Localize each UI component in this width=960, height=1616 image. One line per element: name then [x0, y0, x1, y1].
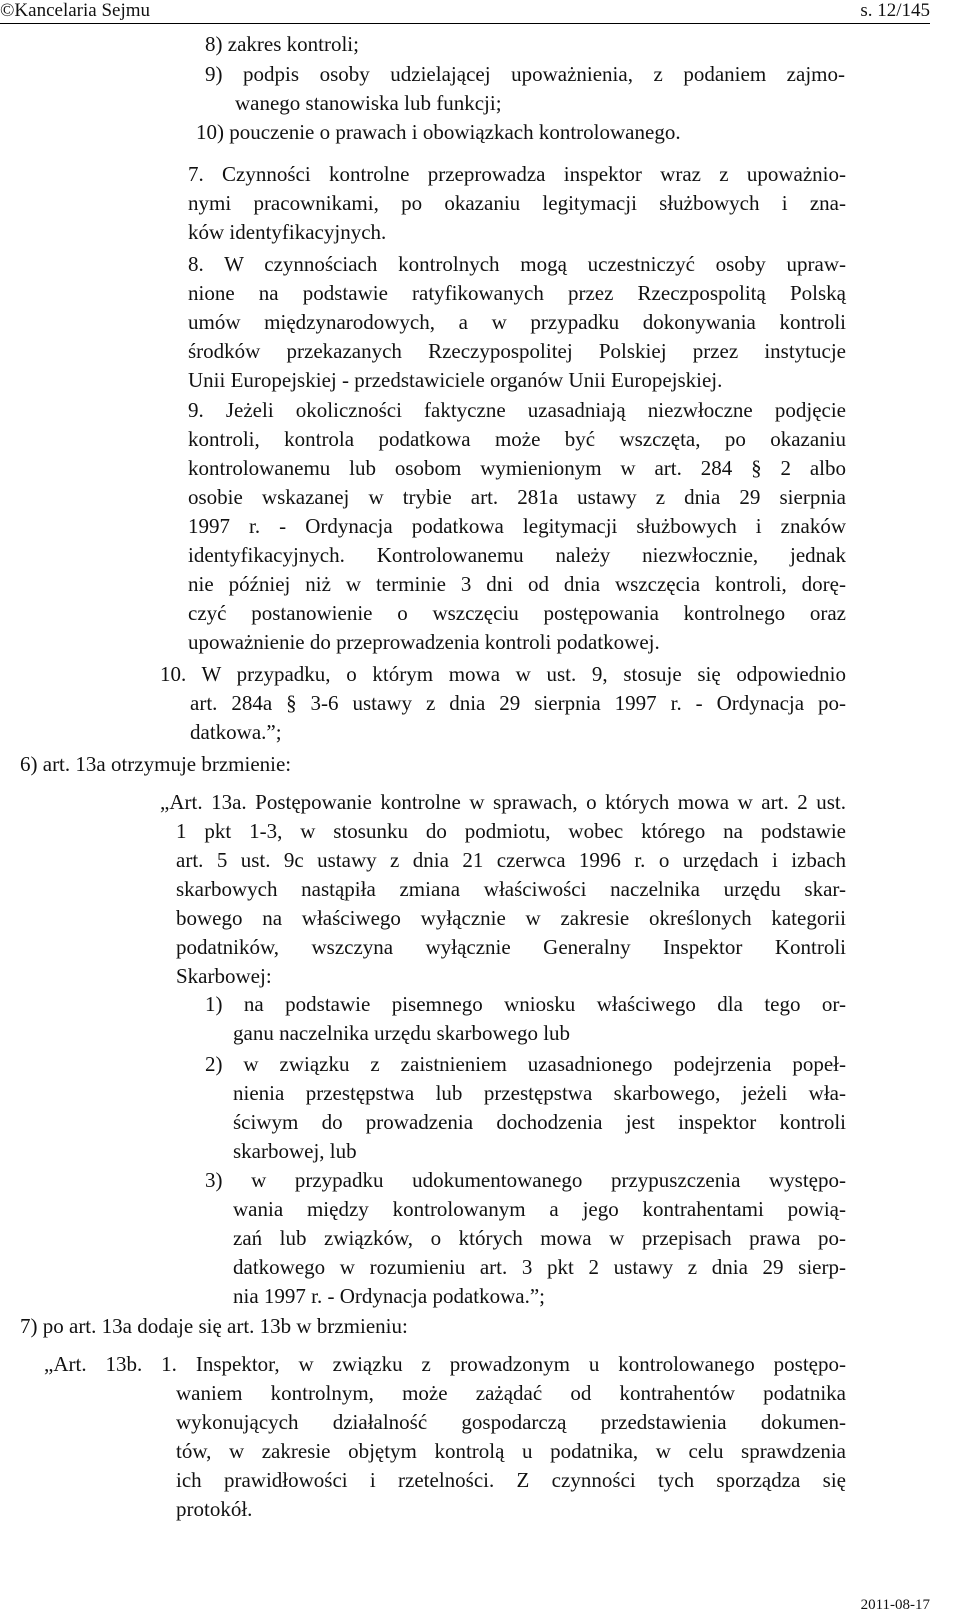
ust-10	[160, 660, 846, 747]
line: datkowego w rozumieniu art. 3 pkt 2 ustawy z dnia 29 sierp-	[233, 1255, 846, 1279]
art-13a	[160, 788, 846, 991]
line: ganu naczelnika urzędu skarbowego lub	[233, 1021, 571, 1045]
line: 1 pkt 1-3, w stosunku do podmiotu, wobec którego na podstawie	[176, 819, 846, 843]
line: „Art. 13b. 1. Inspektor, w związku z prowadzonym u kontrolowanego postępo-	[44, 1352, 846, 1376]
line: środków przekazanych Rzeczypospolitej Polskiej przez instytucje	[188, 339, 846, 363]
pkt-7	[20, 1312, 620, 1341]
line: umów międzynarodowych, a w przypadku dokonywania kontroli	[188, 310, 846, 334]
line: kontroli, kontrola podatkowa może być wszczęta, po okazaniu	[188, 427, 846, 451]
art-13a-point-1	[205, 990, 846, 1048]
line: 2) w związku z zaistnieniem uzasadnionego podejrzenia popeł-	[205, 1052, 846, 1076]
line: art. 284a § 3-6 ustawy z dnia 29 sierpnia 1997 r. - Ordynacja po-	[190, 691, 846, 715]
line: skarbowej, lub	[233, 1139, 357, 1163]
line: upoważnienie do przeprowadzenia kontroli podatkowej.	[188, 630, 660, 654]
line: tów, w zakresie objętym kontrolą u podatnika, w celu sprawdzenia	[176, 1439, 846, 1463]
line: nia 1997 r. - Ordynacja podatkowa.”;	[233, 1284, 545, 1308]
ust-8	[188, 250, 846, 395]
item-10	[196, 118, 846, 147]
line: bowego na właściwego wyłącznie w zakresie określonych kategorii	[176, 906, 846, 930]
line: 3) w przypadku udokumentowanego przypuszczenia występo-	[205, 1168, 846, 1192]
line: wykonujących działalność gospodarczą przedstawienia dokumen-	[176, 1410, 846, 1434]
line: czyć postanowienie o wszczęciu postępowania kontrolnego oraz	[188, 601, 846, 625]
line: waniem kontrolnym, może zażądać od kontrahentów podatnika	[176, 1381, 846, 1405]
line: ich prawidłowości i rzetelności. Z czynności tych sporządza się	[176, 1468, 846, 1492]
line: 10) pouczenie o prawach i obowiązkach kontrolowanego.	[196, 120, 681, 144]
art-13a-point-3	[205, 1166, 846, 1311]
item-9	[205, 60, 845, 118]
line: identyfikacyjnych. Kontrolowanemu należy niezwłocznie, jednak	[188, 543, 846, 567]
line: 10. W przypadku, o którym mowa w ust. 9, stosuje się odpowiednio	[160, 662, 846, 686]
line: ściwym do prowadzenia dochodzenia jest inspektor kontroli	[233, 1110, 846, 1134]
line: podatników, wszczyna wyłącznie Generalny Inspektor Kontroli	[176, 935, 846, 959]
line: ków identyfikacyjnych.	[188, 220, 387, 244]
line: art. 5 ust. 9c ustawy z dnia 21 czerwca 1996 r. o urzędach i izbach	[176, 848, 846, 872]
line: 8. W czynnościach kontrolnych mogą uczestniczyć osoby upraw-	[188, 252, 846, 276]
line: 7. Czynności kontrolne przeprowadza inspektor wraz z upoważnio-	[188, 162, 846, 186]
line: 9) podpis osoby udzielającej upoważnienia, z podaniem zajmo-	[205, 62, 845, 86]
art-13a-point-2	[205, 1050, 846, 1166]
ust-9	[188, 396, 846, 657]
line: 9. Jeżeli okoliczności faktyczne uzasadniają niezwłoczne podjęcie	[188, 398, 846, 422]
line: protokół.	[176, 1497, 253, 1521]
header-divider	[0, 23, 930, 24]
item-8	[205, 30, 845, 59]
line: skarbowych nastąpiła zmiana właściwości naczelnika urzędu skar-	[176, 877, 846, 901]
line: „Art. 13a. Postępowanie kontrolne w sprawach, o których mowa w art. 2 ust.	[160, 790, 846, 814]
art-13b	[44, 1350, 846, 1524]
line: nymi pracownikami, po okazaniu legitymacji służbowych i zna-	[188, 191, 846, 215]
line: wanego stanowiska lub funkcji;	[235, 91, 502, 115]
line: 8) zakres kontroli;	[205, 32, 359, 56]
line: 6) art. 13a otrzymuje brzmienie:	[20, 752, 292, 776]
line: nione na podstawie ratyfikowanych przez Rzeczpospolitą Polską	[188, 281, 846, 305]
pkt-6	[20, 750, 620, 779]
line: 1) na podstawie pisemnego wniosku właściwego dla tego or-	[205, 992, 846, 1016]
line: nie później niż w terminie 3 dni od dnia wszczęcia kontroli, dorę-	[188, 572, 846, 596]
line: kontrolowanemu lub osobom wymienionym w art. 284 § 2 albo	[188, 456, 846, 480]
line: zań lub związków, o których mowa w przepisach prawa po-	[233, 1226, 846, 1250]
page-number: s. 12/145	[860, 0, 930, 21]
footer-date: 2011-08-17	[860, 1597, 930, 1613]
line: osobie wskazanej w trybie art. 281a ustawy z dnia 29 sierpnia	[188, 485, 846, 509]
line: Unii Europejskiej - przedstawiciele organów Unii Europejskiej.	[188, 368, 723, 392]
ust-7	[188, 160, 846, 247]
line: wania między kontrolowanym a jego kontrahentami powią-	[233, 1197, 846, 1221]
header-left: ©Kancelaria Sejmu	[0, 0, 151, 21]
line: Skarbowej:	[176, 964, 272, 988]
line: 1997 r. - Ordynacja podatkowa legitymacji służbowych i znaków	[188, 514, 846, 538]
line: nienia przestępstwa lub przestępstwa skarbowego, jeżeli wła-	[233, 1081, 846, 1105]
line: datkowa.”;	[190, 720, 282, 744]
line: 7) po art. 13a dodaje się art. 13b w brzmieniu:	[20, 1314, 408, 1338]
